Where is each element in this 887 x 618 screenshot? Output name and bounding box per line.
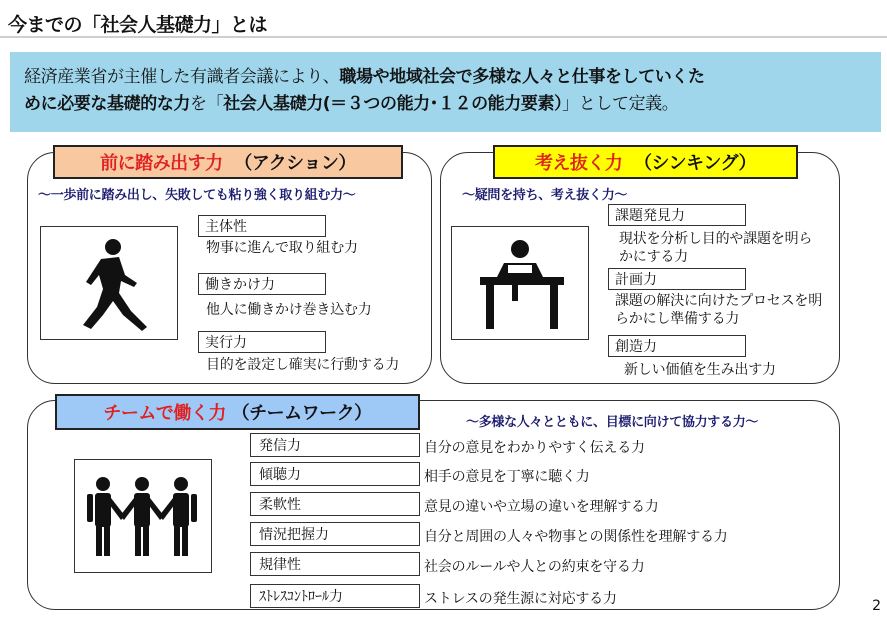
action-motto: ～一歩前に踏み出し、失敗しても粘り強く取り組む力～ — [38, 188, 356, 203]
banner-bold-2: めに必要な基礎的な力 — [24, 94, 190, 114]
team-element-desc-joukyou: 自分と周囲の人々や物事との関係性を理解する力 — [424, 529, 728, 545]
banner-bold-3: 社会人基礎力(＝３つの能力･１２の能力要素） — [223, 94, 563, 114]
team-element-label-stress: ｽﾄﾚｽｺﾝﾄﾛｰﾙ力 — [250, 584, 420, 608]
element-label-keikaku: 計画力 — [608, 268, 746, 290]
element-desc-keikaku-2: らかにし準備する力 — [615, 311, 740, 327]
element-label-jikkou: 実行力 — [198, 331, 326, 353]
team-element-label-keichou: 傾聴力 — [250, 462, 420, 486]
element-desc-souzou: 新しい価値を生み出す力 — [624, 362, 776, 378]
banner-text-2: を「 — [190, 94, 224, 114]
banner-text-3: 」として定義。 — [562, 94, 679, 114]
thinking-heading-sub: （シンキング） — [633, 153, 757, 174]
element-label-shutaisei: 主体性 — [198, 215, 326, 237]
element-desc-hatarakikake: 他人に働きかけ巻き込む力 — [206, 302, 372, 318]
teamwork-heading — [55, 394, 420, 430]
page-title: 今までの「社会人基礎力」とは — [8, 14, 268, 36]
thinking-heading-main: 考え抜く力 — [534, 153, 623, 174]
element-desc-jikkou: 目的を設定し確実に行動する力 — [206, 357, 400, 373]
action-heading — [53, 145, 403, 179]
element-label-kadaihakken: 課題発見力 — [608, 204, 746, 226]
title-divider — [0, 36, 887, 38]
thinking-motto: ～疑問を持ち、考え抜く力～ — [462, 188, 628, 203]
teamwork-motto: ～多様な人々とともに、目標に向けて協力する力～ — [466, 415, 759, 430]
person-at-desk-icon — [451, 226, 589, 340]
team-element-label-joukyou: 情況把握力 — [250, 522, 420, 546]
team-element-desc-keichou: 相手の意見を丁寧に聴く力 — [424, 469, 590, 485]
team-element-desc-hasshin: 自分の意見をわかりやすく伝える力 — [424, 440, 645, 456]
team-element-desc-kiritsu: 社会のルールや人との約束を守る力 — [424, 559, 645, 575]
action-heading-sub: （アクション） — [234, 153, 356, 174]
teamwork-heading-main: チームで働く力 — [103, 403, 226, 424]
teamwork-heading-sub: （チームワーク） — [231, 403, 372, 424]
three-people-icon — [74, 459, 212, 573]
element-desc-kadaihakken-2: かにする力 — [619, 249, 688, 265]
definition-banner — [10, 52, 881, 132]
thinking-heading — [493, 145, 798, 179]
team-element-label-kiritsu: 規律性 — [250, 552, 420, 576]
page-number: 2 — [872, 598, 881, 614]
team-element-label-hasshin: 発信力 — [250, 433, 420, 457]
element-desc-keikaku-1: 課題の解決に向けたプロセスを明 — [615, 293, 822, 309]
walking-person-icon — [40, 226, 178, 340]
element-label-hatarakikake: 働きかけ力 — [198, 273, 326, 295]
element-desc-kadaihakken-1: 現状を分析し目的や課題を明ら — [619, 231, 813, 247]
banner-text-1: 経済産業省が主催した有識者会議により、 — [24, 67, 340, 87]
team-element-desc-stress: ストレスの発生源に対応する力 — [424, 591, 617, 607]
team-element-desc-juunan: 意見の違いや立場の違いを理解する力 — [424, 499, 659, 515]
team-element-label-juunan: 柔軟性 — [250, 492, 420, 516]
action-heading-main: 前に踏み出す力 — [100, 153, 223, 174]
element-desc-shutaisei: 物事に進んで取り組む力 — [206, 240, 358, 256]
banner-bold-1: 職場や地域社会で多様な人々と仕事をしていくた — [339, 67, 705, 87]
element-label-souzou: 創造力 — [608, 335, 746, 357]
